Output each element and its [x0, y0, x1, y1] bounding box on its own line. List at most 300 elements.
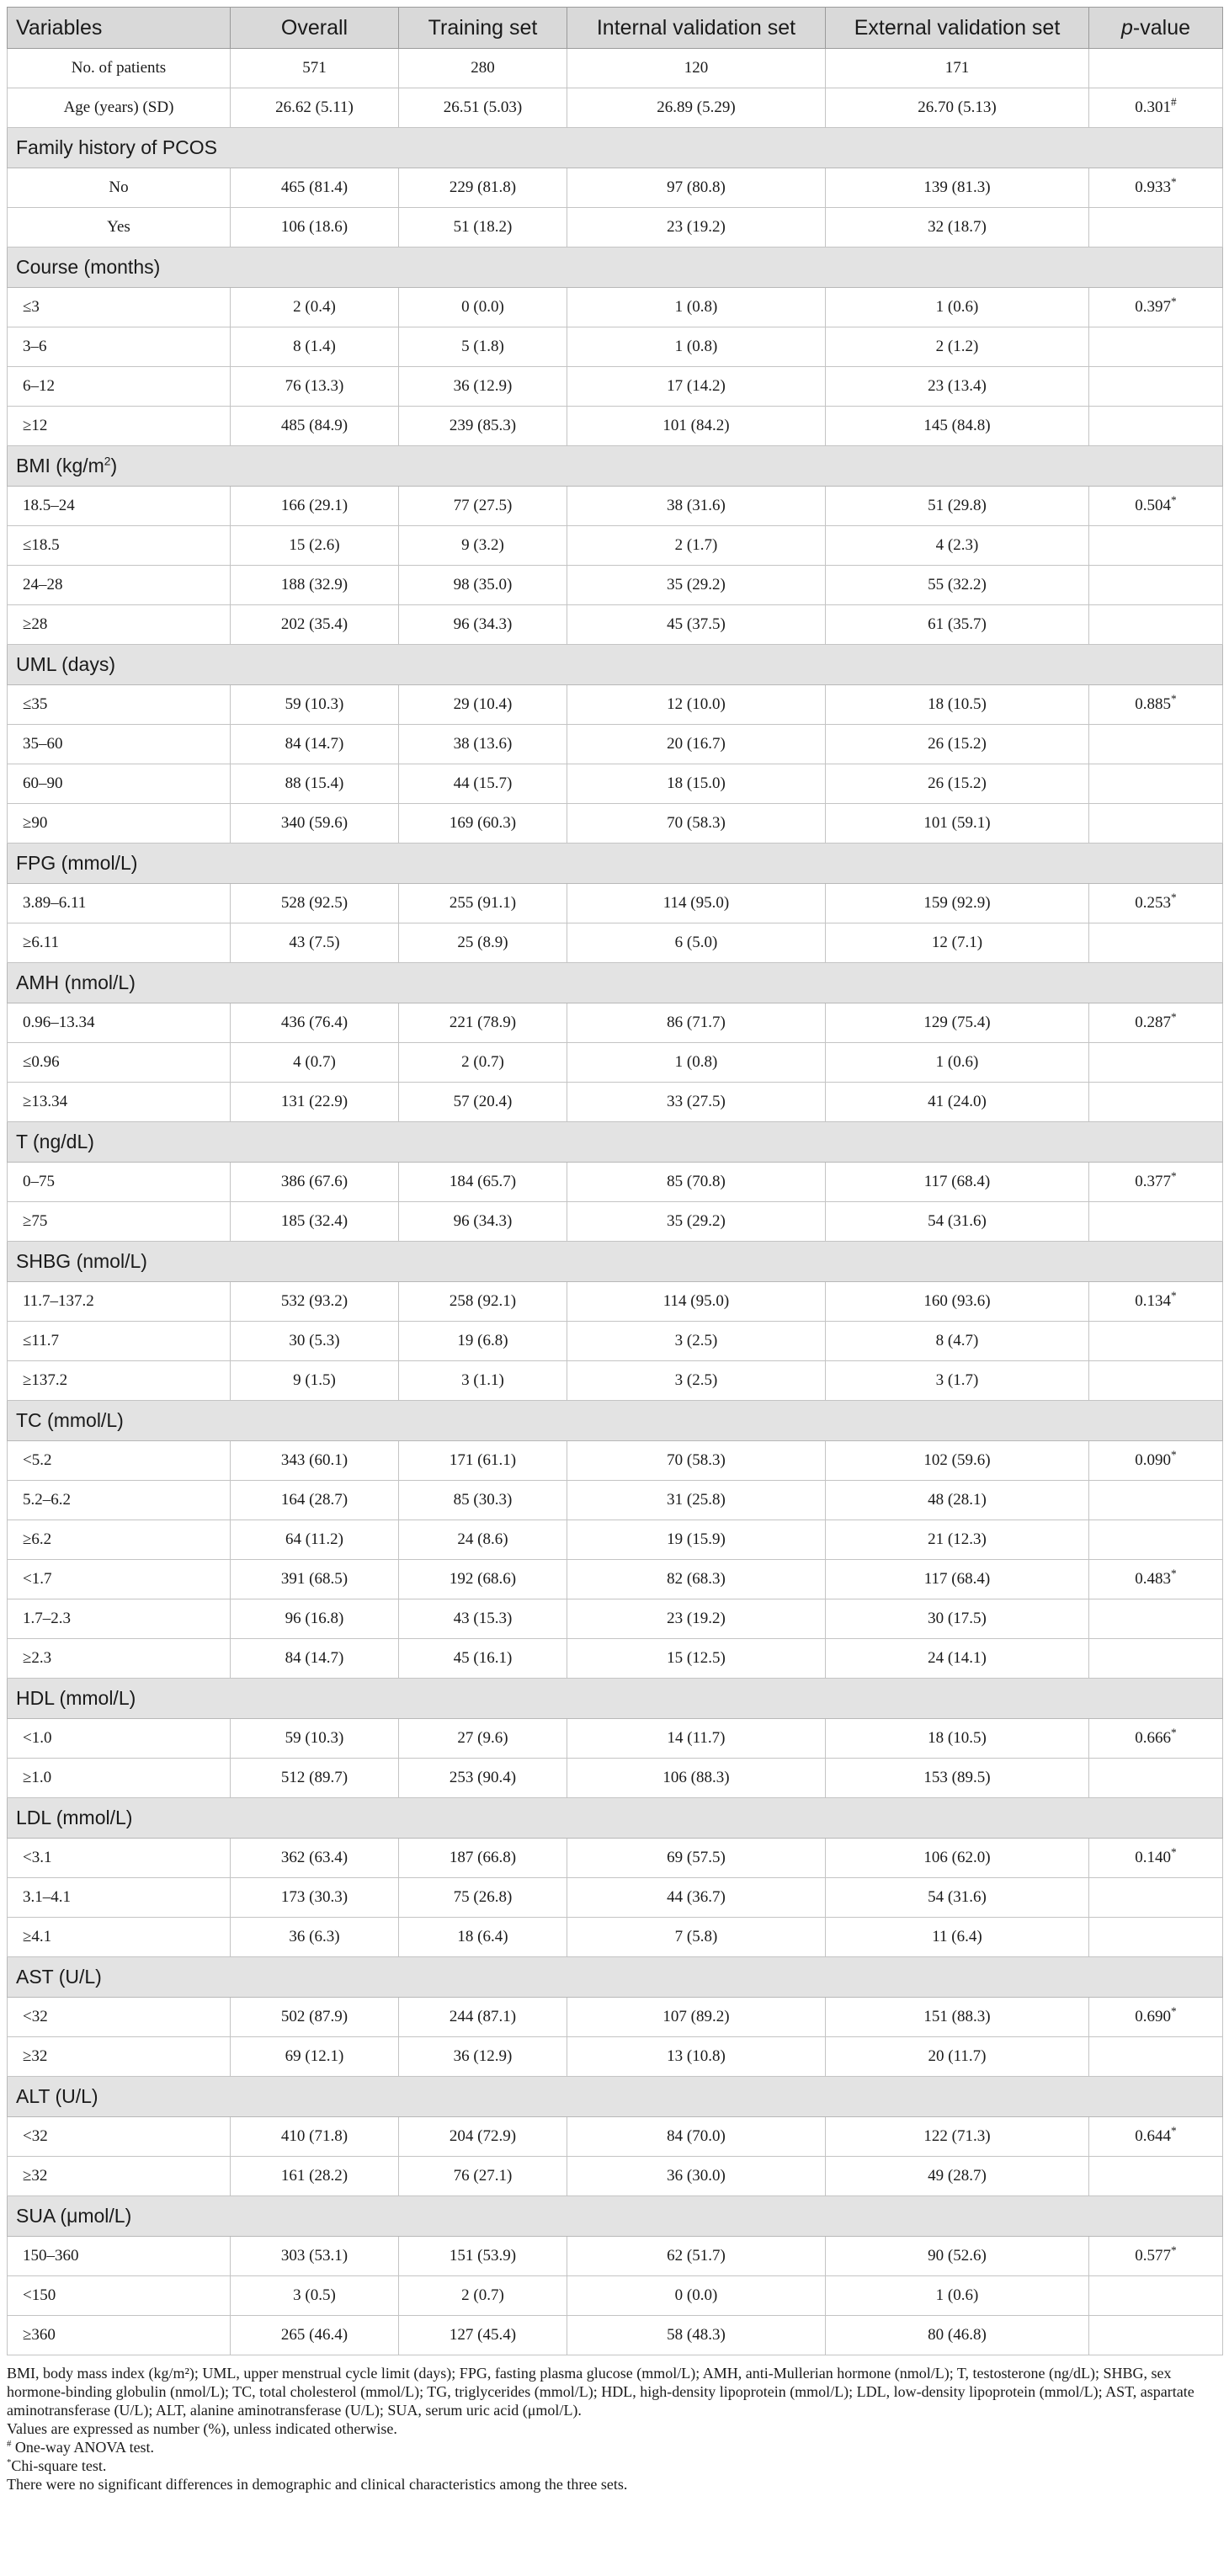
table-row: [8, 923, 1223, 963]
cell-p-value: 0.933*: [1089, 168, 1223, 208]
table-footnotes: [7, 2364, 1222, 2494]
section-title: T (ng/dL): [8, 1122, 1223, 1163]
cell-overall: 340 (59.6): [231, 804, 399, 844]
cell-external: 26 (15.2): [826, 725, 1089, 764]
cell-training: 204 (72.9): [399, 2117, 567, 2157]
cell-training: 184 (65.7): [399, 1163, 567, 1202]
cell-external: 32 (18.7): [826, 208, 1089, 247]
cell-internal: 18 (15.0): [567, 764, 826, 804]
cell-overall: 410 (71.8): [231, 2117, 399, 2157]
cell-overall: 528 (92.5): [231, 884, 399, 923]
cell-training: 2 (0.7): [399, 2276, 567, 2316]
cell-training: 187 (66.8): [399, 1839, 567, 1878]
cell-overall: 202 (35.4): [231, 605, 399, 645]
cell-external: 30 (17.5): [826, 1599, 1089, 1639]
cell-external: 145 (84.8): [826, 407, 1089, 446]
table-row: [8, 1361, 1223, 1401]
table-row: [8, 88, 1223, 128]
cell-internal: 114 (95.0): [567, 1282, 826, 1322]
cell-p-value: [1089, 1639, 1223, 1679]
cell-p-value: [1089, 407, 1223, 446]
table-row: [8, 1878, 1223, 1918]
cell-internal: 1 (0.8): [567, 327, 826, 367]
row-label: ≤11.7: [8, 1322, 231, 1361]
footnote-chi-square: *Chi-square test.: [7, 2457, 107, 2474]
cell-p-value: [1089, 208, 1223, 247]
cell-external: 61 (35.7): [826, 605, 1089, 645]
cell-external: 54 (31.6): [826, 1878, 1089, 1918]
cell-training: 51 (18.2): [399, 208, 567, 247]
table-row: [8, 526, 1223, 566]
characteristics-table: [7, 7, 1223, 2355]
cell-external: 20 (11.7): [826, 2037, 1089, 2077]
cell-training: 29 (10.4): [399, 685, 567, 725]
cell-overall: 96 (16.8): [231, 1599, 399, 1639]
cell-internal: 36 (30.0): [567, 2157, 826, 2196]
row-label: ≥6.11: [8, 923, 231, 963]
cell-p-value: [1089, 1322, 1223, 1361]
cell-external: 90 (52.6): [826, 2237, 1089, 2276]
cell-internal: 35 (29.2): [567, 566, 826, 605]
cell-overall: 9 (1.5): [231, 1361, 399, 1401]
cell-p-value: 0.397*: [1089, 288, 1223, 327]
cell-p-value: 0.134*: [1089, 1282, 1223, 1322]
row-label: 5.2–6.2: [8, 1481, 231, 1520]
cell-p-value: 0.885*: [1089, 685, 1223, 725]
cell-internal: 23 (19.2): [567, 208, 826, 247]
table-row: [8, 1282, 1223, 1322]
cell-internal: 3 (2.5): [567, 1322, 826, 1361]
cell-p-value: [1089, 1520, 1223, 1560]
table-header-row: [8, 8, 1223, 49]
table-row: [8, 1520, 1223, 1560]
cell-training: 27 (9.6): [399, 1719, 567, 1759]
cell-p-value: [1089, 1043, 1223, 1083]
row-label: ≥137.2: [8, 1361, 231, 1401]
cell-external: 4 (2.3): [826, 526, 1089, 566]
cell-external: 160 (93.6): [826, 1282, 1089, 1322]
cell-overall: 8 (1.4): [231, 327, 399, 367]
cell-external: 41 (24.0): [826, 1083, 1089, 1122]
cell-overall: 512 (89.7): [231, 1759, 399, 1798]
cell-p-value: 0.504*: [1089, 487, 1223, 526]
cell-overall: 64 (11.2): [231, 1520, 399, 1560]
cell-overall: 161 (28.2): [231, 2157, 399, 2196]
footnote-values-note: Values are expressed as number (%), unless indicated otherwise.: [7, 2420, 397, 2437]
cell-p-value: 0.483*: [1089, 1560, 1223, 1599]
cell-internal: 20 (16.7): [567, 725, 826, 764]
cell-internal: 31 (25.8): [567, 1481, 826, 1520]
cell-p-value: 0.287*: [1089, 1003, 1223, 1043]
row-label: <150: [8, 2276, 231, 2316]
cell-training: 36 (12.9): [399, 367, 567, 407]
row-label: ≤0.96: [8, 1043, 231, 1083]
cell-internal: 14 (11.7): [567, 1719, 826, 1759]
cell-training: 75 (26.8): [399, 1878, 567, 1918]
section-title: Family history of PCOS: [8, 128, 1223, 168]
row-label: 0.96–13.34: [8, 1003, 231, 1043]
cell-internal: 6 (5.0): [567, 923, 826, 963]
cell-internal: 33 (27.5): [567, 1083, 826, 1122]
row-label: ≥1.0: [8, 1759, 231, 1798]
section-header-row: [8, 1957, 1223, 1998]
cell-training: 258 (92.1): [399, 1282, 567, 1322]
cell-external: 18 (10.5): [826, 1719, 1089, 1759]
cell-training: 253 (90.4): [399, 1759, 567, 1798]
row-label: ≥4.1: [8, 1918, 231, 1957]
section-header-row: [8, 963, 1223, 1003]
cell-training: 192 (68.6): [399, 1560, 567, 1599]
cell-overall: 131 (22.9): [231, 1083, 399, 1122]
row-label: 6–12: [8, 367, 231, 407]
cell-training: 239 (85.3): [399, 407, 567, 446]
table-row: [8, 1839, 1223, 1878]
cell-p-value: 0.301#: [1089, 88, 1223, 128]
table-row: [8, 2037, 1223, 2077]
row-label: 11.7–137.2: [8, 1282, 231, 1322]
cell-p-value: 0.090*: [1089, 1441, 1223, 1481]
cell-training: 255 (91.1): [399, 884, 567, 923]
cell-external: 129 (75.4): [826, 1003, 1089, 1043]
section-title: TC (mmol/L): [8, 1401, 1223, 1441]
row-label: ≥2.3: [8, 1639, 231, 1679]
row-label: ≤3: [8, 288, 231, 327]
cell-overall: 185 (32.4): [231, 1202, 399, 1242]
table-row: [8, 1163, 1223, 1202]
cell-training: 96 (34.3): [399, 605, 567, 645]
row-label: <32: [8, 2117, 231, 2157]
cell-internal: 97 (80.8): [567, 168, 826, 208]
row-label: <5.2: [8, 1441, 231, 1481]
cell-overall: 164 (28.7): [231, 1481, 399, 1520]
table-row: [8, 1918, 1223, 1957]
table-row: [8, 605, 1223, 645]
section-header-row: [8, 1122, 1223, 1163]
cell-training: 169 (60.3): [399, 804, 567, 844]
cell-internal: 3 (2.5): [567, 1361, 826, 1401]
section-header-row: [8, 128, 1223, 168]
row-label: ≥28: [8, 605, 231, 645]
cell-external: 153 (89.5): [826, 1759, 1089, 1798]
cell-external: 18 (10.5): [826, 685, 1089, 725]
cell-training: 76 (27.1): [399, 2157, 567, 2196]
cell-overall: 571: [231, 49, 399, 88]
cell-internal: 26.89 (5.29): [567, 88, 826, 128]
cell-training: 9 (3.2): [399, 526, 567, 566]
row-label: 1.7–2.3: [8, 1599, 231, 1639]
cell-overall: 26.62 (5.11): [231, 88, 399, 128]
table-row: [8, 1202, 1223, 1242]
cell-training: 85 (30.3): [399, 1481, 567, 1520]
table-row: [8, 407, 1223, 446]
cell-overall: 106 (18.6): [231, 208, 399, 247]
cell-p-value: 0.140*: [1089, 1839, 1223, 1878]
cell-overall: 386 (67.6): [231, 1163, 399, 1202]
cell-p-value: [1089, 804, 1223, 844]
section-header-row: [8, 1401, 1223, 1441]
cell-external: 101 (59.1): [826, 804, 1089, 844]
row-label: ≥32: [8, 2037, 231, 2077]
row-label: No: [8, 168, 231, 208]
cell-p-value: [1089, 2316, 1223, 2355]
cell-p-value: [1089, 2276, 1223, 2316]
cell-external: 8 (4.7): [826, 1322, 1089, 1361]
cell-p-value: [1089, 1918, 1223, 1957]
cell-training: 3 (1.1): [399, 1361, 567, 1401]
cell-internal: 1 (0.8): [567, 1043, 826, 1083]
cell-overall: 76 (13.3): [231, 367, 399, 407]
cell-external: 1 (0.6): [826, 288, 1089, 327]
cell-overall: 15 (2.6): [231, 526, 399, 566]
cell-internal: 7 (5.8): [567, 1918, 826, 1957]
cell-training: 2 (0.7): [399, 1043, 567, 1083]
cell-p-value: [1089, 1202, 1223, 1242]
cell-internal: 44 (36.7): [567, 1878, 826, 1918]
row-label: ≤18.5: [8, 526, 231, 566]
cell-p-value: [1089, 725, 1223, 764]
cell-training: 18 (6.4): [399, 1918, 567, 1957]
cell-external: 159 (92.9): [826, 884, 1089, 923]
cell-overall: 502 (87.9): [231, 1998, 399, 2037]
section-title: Course (months): [8, 247, 1223, 288]
header-external: External validation set: [826, 8, 1089, 49]
cell-p-value: [1089, 1361, 1223, 1401]
cell-training: 244 (87.1): [399, 1998, 567, 2037]
table-row: [8, 2276, 1223, 2316]
cell-external: 106 (62.0): [826, 1839, 1089, 1878]
cell-internal: 70 (58.3): [567, 1441, 826, 1481]
cell-overall: 59 (10.3): [231, 1719, 399, 1759]
cell-internal: 19 (15.9): [567, 1520, 826, 1560]
cell-overall: 4 (0.7): [231, 1043, 399, 1083]
cell-internal: 107 (89.2): [567, 1998, 826, 2037]
cell-internal: 101 (84.2): [567, 407, 826, 446]
header-overall: Overall: [231, 8, 399, 49]
cell-overall: 265 (46.4): [231, 2316, 399, 2355]
cell-training: 57 (20.4): [399, 1083, 567, 1122]
cell-internal: 13 (10.8): [567, 2037, 826, 2077]
row-label: ≥13.34: [8, 1083, 231, 1122]
row-label: 3.89–6.11: [8, 884, 231, 923]
cell-external: 117 (68.4): [826, 1163, 1089, 1202]
cell-p-value: [1089, 605, 1223, 645]
table-body: [8, 49, 1223, 2355]
cell-p-value: 0.253*: [1089, 884, 1223, 923]
cell-overall: 391 (68.5): [231, 1560, 399, 1599]
cell-internal: 114 (95.0): [567, 884, 826, 923]
cell-external: 1 (0.6): [826, 1043, 1089, 1083]
cell-p-value: 0.644*: [1089, 2117, 1223, 2157]
cell-overall: 36 (6.3): [231, 1918, 399, 1957]
cell-external: 24 (14.1): [826, 1639, 1089, 1679]
section-title: HDL (mmol/L): [8, 1679, 1223, 1719]
cell-training: 38 (13.6): [399, 725, 567, 764]
row-label: ≥90: [8, 804, 231, 844]
cell-internal: 15 (12.5): [567, 1639, 826, 1679]
row-label: <1.0: [8, 1719, 231, 1759]
cell-training: 151 (53.9): [399, 2237, 567, 2276]
cell-training: 96 (34.3): [399, 1202, 567, 1242]
row-label: 18.5–24: [8, 487, 231, 526]
cell-training: 5 (1.8): [399, 327, 567, 367]
row-label: ≥6.2: [8, 1520, 231, 1560]
cell-external: 23 (13.4): [826, 367, 1089, 407]
table-row: [8, 1322, 1223, 1361]
section-title: UML (days): [8, 645, 1223, 685]
cell-p-value: [1089, 1759, 1223, 1798]
cell-overall: 2 (0.4): [231, 288, 399, 327]
table-row: [8, 168, 1223, 208]
row-label: 3.1–4.1: [8, 1878, 231, 1918]
row-label: 3–6: [8, 327, 231, 367]
row-label: ≥75: [8, 1202, 231, 1242]
header-training: Training set: [399, 8, 567, 49]
table-row: [8, 2237, 1223, 2276]
cell-internal: 85 (70.8): [567, 1163, 826, 1202]
cell-p-value: 0.666*: [1089, 1719, 1223, 1759]
cell-overall: 362 (63.4): [231, 1839, 399, 1878]
footnote-conclusion: There were no significant differences in demographic and clinical characteristics among the three sets.: [7, 2476, 628, 2493]
cell-external: 1 (0.6): [826, 2276, 1089, 2316]
cell-overall: 84 (14.7): [231, 1639, 399, 1679]
cell-overall: 30 (5.3): [231, 1322, 399, 1361]
table-row: [8, 725, 1223, 764]
table-row: [8, 566, 1223, 605]
cell-external: 49 (28.7): [826, 2157, 1089, 2196]
section-title: FPG (mmol/L): [8, 844, 1223, 884]
section-title: AMH (nmol/L): [8, 963, 1223, 1003]
cell-external: 54 (31.6): [826, 1202, 1089, 1242]
row-label: No. of patients: [8, 49, 231, 88]
cell-overall: 84 (14.7): [231, 725, 399, 764]
section-header-row: [8, 446, 1223, 487]
row-label: Yes: [8, 208, 231, 247]
cell-internal: 120: [567, 49, 826, 88]
cell-internal: 69 (57.5): [567, 1839, 826, 1878]
row-label: ≤35: [8, 685, 231, 725]
row-label: ≥32: [8, 2157, 231, 2196]
header-p-value: p-value: [1089, 8, 1223, 49]
section-title: AST (U/L): [8, 1957, 1223, 1998]
row-label: <32: [8, 1998, 231, 2037]
cell-external: 80 (46.8): [826, 2316, 1089, 2355]
cell-training: 77 (27.5): [399, 487, 567, 526]
cell-overall: 436 (76.4): [231, 1003, 399, 1043]
table-row: [8, 1599, 1223, 1639]
section-title: SUA (μmol/L): [8, 2196, 1223, 2237]
cell-external: 122 (71.3): [826, 2117, 1089, 2157]
table-row: [8, 367, 1223, 407]
section-header-row: [8, 1679, 1223, 1719]
cell-internal: 1 (0.8): [567, 288, 826, 327]
cell-training: 44 (15.7): [399, 764, 567, 804]
cell-overall: 3 (0.5): [231, 2276, 399, 2316]
cell-training: 26.51 (5.03): [399, 88, 567, 128]
header-variables: Variables: [8, 8, 231, 49]
section-header-row: [8, 247, 1223, 288]
cell-training: 127 (45.4): [399, 2316, 567, 2355]
table-row: [8, 2316, 1223, 2355]
cell-internal: 2 (1.7): [567, 526, 826, 566]
cell-overall: 465 (81.4): [231, 168, 399, 208]
table-row: [8, 1560, 1223, 1599]
cell-training: 229 (81.8): [399, 168, 567, 208]
cell-p-value: [1089, 2157, 1223, 2196]
row-label: 60–90: [8, 764, 231, 804]
cell-overall: 59 (10.3): [231, 685, 399, 725]
cell-internal: 62 (51.7): [567, 2237, 826, 2276]
row-label: 150–360: [8, 2237, 231, 2276]
cell-internal: 38 (31.6): [567, 487, 826, 526]
cell-internal: 82 (68.3): [567, 1560, 826, 1599]
footnote-anova: # One-way ANOVA test.: [7, 2439, 155, 2456]
table-row: [8, 1998, 1223, 2037]
cell-overall: 166 (29.1): [231, 487, 399, 526]
cell-training: 43 (15.3): [399, 1599, 567, 1639]
table-row: [8, 1481, 1223, 1520]
cell-p-value: [1089, 1599, 1223, 1639]
section-title: SHBG (nmol/L): [8, 1242, 1223, 1282]
cell-training: 36 (12.9): [399, 2037, 567, 2077]
cell-internal: 86 (71.7): [567, 1003, 826, 1043]
cell-external: 117 (68.4): [826, 1560, 1089, 1599]
cell-training: 19 (6.8): [399, 1322, 567, 1361]
section-title: BMI $(kg/m^2)$: [8, 446, 1223, 487]
cell-p-value: 0.377*: [1089, 1163, 1223, 1202]
table-row: [8, 1639, 1223, 1679]
cell-external: 171: [826, 49, 1089, 88]
table-row: [8, 2157, 1223, 2196]
cell-external: 139 (81.3): [826, 168, 1089, 208]
cell-training: 25 (8.9): [399, 923, 567, 963]
cell-overall: 88 (15.4): [231, 764, 399, 804]
cell-internal: 84 (70.0): [567, 2117, 826, 2157]
row-label: 24–28: [8, 566, 231, 605]
table-row: [8, 1441, 1223, 1481]
cell-training: 24 (8.6): [399, 1520, 567, 1560]
cell-training: 0 (0.0): [399, 288, 567, 327]
cell-overall: 188 (32.9): [231, 566, 399, 605]
cell-p-value: [1089, 2037, 1223, 2077]
characteristics-table-container: [7, 7, 1222, 2494]
cell-p-value: [1089, 1481, 1223, 1520]
cell-p-value: [1089, 327, 1223, 367]
table-row: [8, 288, 1223, 327]
cell-external: 55 (32.2): [826, 566, 1089, 605]
cell-p-value: [1089, 367, 1223, 407]
cell-internal: 58 (48.3): [567, 2316, 826, 2355]
row-label: 0–75: [8, 1163, 231, 1202]
section-title: ALT (U/L): [8, 2077, 1223, 2117]
header-internal: Internal validation set: [567, 8, 826, 49]
cell-overall: 43 (7.5): [231, 923, 399, 963]
cell-p-value: [1089, 526, 1223, 566]
section-header-row: [8, 844, 1223, 884]
table-row: [8, 208, 1223, 247]
row-label: <1.7: [8, 1560, 231, 1599]
row-label: 35–60: [8, 725, 231, 764]
cell-external: 48 (28.1): [826, 1481, 1089, 1520]
cell-external: 3 (1.7): [826, 1361, 1089, 1401]
table-row: [8, 1759, 1223, 1798]
cell-overall: 532 (93.2): [231, 1282, 399, 1322]
table-row: [8, 685, 1223, 725]
cell-p-value: [1089, 1878, 1223, 1918]
table-row: [8, 1003, 1223, 1043]
cell-training: 45 (16.1): [399, 1639, 567, 1679]
cell-overall: 303 (53.1): [231, 2237, 399, 2276]
cell-training: 171 (61.1): [399, 1441, 567, 1481]
